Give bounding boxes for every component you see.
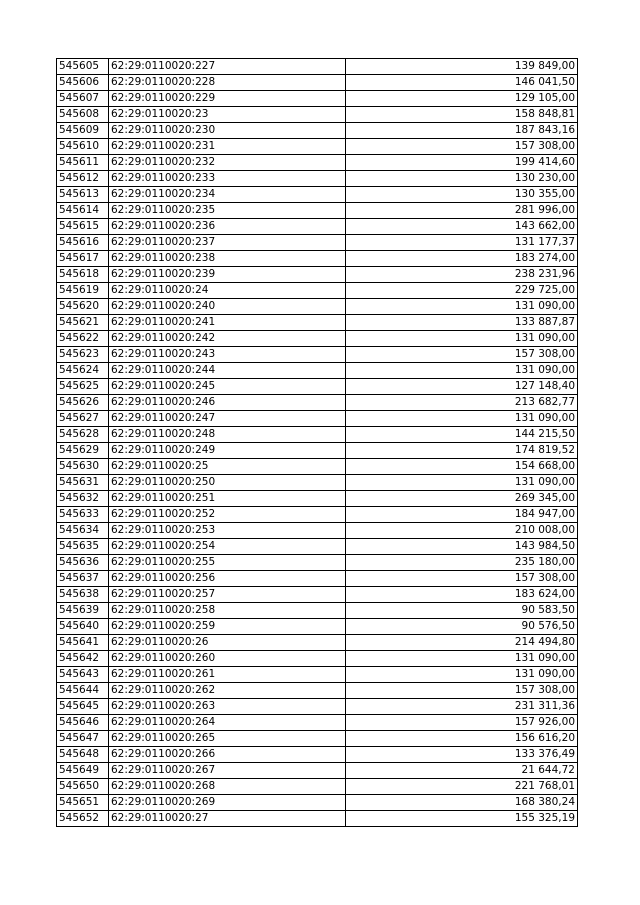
cadastral-number-cell: 62:29:0110020:239 — [109, 267, 346, 283]
cadastral-value-cell: 131 090,00 — [346, 331, 578, 347]
cadastral-value-cell: 127 148,40 — [346, 379, 578, 395]
table-row — [57, 91, 578, 107]
row-id-cell: 545642 — [57, 651, 109, 667]
cadastral-number-cell: 62:29:0110020:256 — [109, 571, 346, 587]
cadastral-value-cell: 131 090,00 — [346, 651, 578, 667]
row-id-cell: 545629 — [57, 443, 109, 459]
table-row — [57, 75, 578, 91]
table-row — [57, 187, 578, 203]
cadastral-value-cell: 221 768,01 — [346, 779, 578, 795]
cadastral-number-cell: 62:29:0110020:227 — [109, 59, 346, 75]
cadastral-value-cell: 154 668,00 — [346, 459, 578, 475]
row-id-cell: 545606 — [57, 75, 109, 91]
cadastral-value-cell: 157 308,00 — [346, 571, 578, 587]
cadastral-value-cell: 21 644,72 — [346, 763, 578, 779]
cadastral-value-cell: 90 583,50 — [346, 603, 578, 619]
table-row — [57, 347, 578, 363]
cadastral-value-cell: 269 345,00 — [346, 491, 578, 507]
row-id-cell: 545643 — [57, 667, 109, 683]
cadastral-number-cell: 62:29:0110020:243 — [109, 347, 346, 363]
row-id-cell: 545636 — [57, 555, 109, 571]
table-row — [57, 251, 578, 267]
cadastral-number-cell: 62:29:0110020:26 — [109, 635, 346, 651]
cadastral-number-cell: 62:29:0110020:237 — [109, 235, 346, 251]
cadastral-value-cell: 157 308,00 — [346, 347, 578, 363]
cadastral-value-table — [56, 58, 578, 827]
table-row — [57, 683, 578, 699]
cadastral-value-cell: 229 725,00 — [346, 283, 578, 299]
cadastral-number-cell: 62:29:0110020:265 — [109, 731, 346, 747]
cadastral-value-cell: 187 843,16 — [346, 123, 578, 139]
row-id-cell: 545625 — [57, 379, 109, 395]
cadastral-number-cell: 62:29:0110020:242 — [109, 331, 346, 347]
cadastral-value-cell: 231 311,36 — [346, 699, 578, 715]
row-id-cell: 545607 — [57, 91, 109, 107]
row-id-cell: 545627 — [57, 411, 109, 427]
table-row — [57, 667, 578, 683]
table-row — [57, 411, 578, 427]
cadastral-value-cell: 131 090,00 — [346, 411, 578, 427]
table-row — [57, 747, 578, 763]
table-row — [57, 331, 578, 347]
cadastral-number-cell: 62:29:0110020:27 — [109, 811, 346, 827]
table-row — [57, 139, 578, 155]
row-id-cell: 545639 — [57, 603, 109, 619]
cadastral-number-cell: 62:29:0110020:23 — [109, 107, 346, 123]
cadastral-value-cell: 210 008,00 — [346, 523, 578, 539]
cadastral-number-cell: 62:29:0110020:250 — [109, 475, 346, 491]
cadastral-number-cell: 62:29:0110020:260 — [109, 651, 346, 667]
cadastral-number-cell: 62:29:0110020:238 — [109, 251, 346, 267]
cadastral-number-cell: 62:29:0110020:229 — [109, 91, 346, 107]
table-row — [57, 699, 578, 715]
row-id-cell: 545631 — [57, 475, 109, 491]
row-id-cell: 545610 — [57, 139, 109, 155]
cadastral-value-cell: 133 376,49 — [346, 747, 578, 763]
table-row — [57, 219, 578, 235]
cadastral-number-cell: 62:29:0110020:251 — [109, 491, 346, 507]
row-id-cell: 545638 — [57, 587, 109, 603]
cadastral-value-cell: 157 308,00 — [346, 139, 578, 155]
cadastral-value-cell: 183 274,00 — [346, 251, 578, 267]
cadastral-value-cell: 155 325,19 — [346, 811, 578, 827]
cadastral-value-cell: 157 926,00 — [346, 715, 578, 731]
cadastral-number-cell: 62:29:0110020:261 — [109, 667, 346, 683]
row-id-cell: 545619 — [57, 283, 109, 299]
table-row — [57, 603, 578, 619]
table-row — [57, 635, 578, 651]
cadastral-number-cell: 62:29:0110020:249 — [109, 443, 346, 459]
row-id-cell: 545612 — [57, 171, 109, 187]
row-id-cell: 545640 — [57, 619, 109, 635]
cadastral-value-cell: 174 819,52 — [346, 443, 578, 459]
cadastral-value-cell: 168 380,24 — [346, 795, 578, 811]
row-id-cell: 545622 — [57, 331, 109, 347]
cadastral-value-cell: 183 624,00 — [346, 587, 578, 603]
cadastral-value-cell: 199 414,60 — [346, 155, 578, 171]
cadastral-value-cell: 156 616,20 — [346, 731, 578, 747]
table-row — [57, 299, 578, 315]
cadastral-number-cell: 62:29:0110020:234 — [109, 187, 346, 203]
table-row — [57, 107, 578, 123]
cadastral-value-cell: 214 494,80 — [346, 635, 578, 651]
cadastral-number-cell: 62:29:0110020:269 — [109, 795, 346, 811]
row-id-cell: 545628 — [57, 427, 109, 443]
table-body — [57, 59, 578, 827]
table-row — [57, 731, 578, 747]
cadastral-value-cell: 235 180,00 — [346, 555, 578, 571]
row-id-cell: 545609 — [57, 123, 109, 139]
row-id-cell: 545644 — [57, 683, 109, 699]
row-id-cell: 545637 — [57, 571, 109, 587]
cadastral-number-cell: 62:29:0110020:254 — [109, 539, 346, 555]
row-id-cell: 545617 — [57, 251, 109, 267]
cadastral-value-cell: 157 308,00 — [346, 683, 578, 699]
cadastral-number-cell: 62:29:0110020:262 — [109, 683, 346, 699]
row-id-cell: 545624 — [57, 363, 109, 379]
cadastral-value-cell: 144 215,50 — [346, 427, 578, 443]
cadastral-number-cell: 62:29:0110020:252 — [109, 507, 346, 523]
cadastral-value-cell: 130 230,00 — [346, 171, 578, 187]
table-row — [57, 475, 578, 491]
row-id-cell: 545634 — [57, 523, 109, 539]
table-row — [57, 459, 578, 475]
table-row — [57, 795, 578, 811]
cadastral-number-cell: 62:29:0110020:232 — [109, 155, 346, 171]
cadastral-number-cell: 62:29:0110020:25 — [109, 459, 346, 475]
row-id-cell: 545616 — [57, 235, 109, 251]
cadastral-number-cell: 62:29:0110020:263 — [109, 699, 346, 715]
table-row — [57, 651, 578, 667]
row-id-cell: 545623 — [57, 347, 109, 363]
table-row — [57, 507, 578, 523]
cadastral-number-cell: 62:29:0110020:241 — [109, 315, 346, 331]
cadastral-value-cell: 131 177,37 — [346, 235, 578, 251]
cadastral-number-cell: 62:29:0110020:255 — [109, 555, 346, 571]
cadastral-value-cell: 281 996,00 — [346, 203, 578, 219]
row-id-cell: 545646 — [57, 715, 109, 731]
table-row — [57, 587, 578, 603]
table-row — [57, 155, 578, 171]
table-row — [57, 379, 578, 395]
cadastral-value-cell: 90 576,50 — [346, 619, 578, 635]
cadastral-value-cell: 131 090,00 — [346, 667, 578, 683]
cadastral-number-cell: 62:29:0110020:248 — [109, 427, 346, 443]
cadastral-value-cell: 143 984,50 — [346, 539, 578, 555]
row-id-cell: 545605 — [57, 59, 109, 75]
cadastral-number-cell: 62:29:0110020:267 — [109, 763, 346, 779]
row-id-cell: 545641 — [57, 635, 109, 651]
cadastral-number-cell: 62:29:0110020:230 — [109, 123, 346, 139]
table-row — [57, 315, 578, 331]
cadastral-value-cell: 133 887,87 — [346, 315, 578, 331]
table-row — [57, 59, 578, 75]
table-row — [57, 763, 578, 779]
row-id-cell: 545648 — [57, 747, 109, 763]
row-id-cell: 545626 — [57, 395, 109, 411]
row-id-cell: 545614 — [57, 203, 109, 219]
cadastral-value-cell: 158 848,81 — [346, 107, 578, 123]
cadastral-number-cell: 62:29:0110020:264 — [109, 715, 346, 731]
row-id-cell: 545635 — [57, 539, 109, 555]
row-id-cell: 545645 — [57, 699, 109, 715]
table-row — [57, 171, 578, 187]
cadastral-number-cell: 62:29:0110020:244 — [109, 363, 346, 379]
row-id-cell: 545633 — [57, 507, 109, 523]
cadastral-number-cell: 62:29:0110020:236 — [109, 219, 346, 235]
cadastral-value-cell: 184 947,00 — [346, 507, 578, 523]
row-id-cell: 545650 — [57, 779, 109, 795]
cadastral-value-cell: 238 231,96 — [346, 267, 578, 283]
row-id-cell: 545630 — [57, 459, 109, 475]
table-row — [57, 427, 578, 443]
table-row — [57, 267, 578, 283]
table-row — [57, 203, 578, 219]
row-id-cell: 545649 — [57, 763, 109, 779]
row-id-cell: 545651 — [57, 795, 109, 811]
table-row — [57, 395, 578, 411]
row-id-cell: 545621 — [57, 315, 109, 331]
cadastral-number-cell: 62:29:0110020:228 — [109, 75, 346, 91]
cadastral-value-cell: 139 849,00 — [346, 59, 578, 75]
row-id-cell: 545632 — [57, 491, 109, 507]
cadastral-number-cell: 62:29:0110020:246 — [109, 395, 346, 411]
cadastral-number-cell: 62:29:0110020:257 — [109, 587, 346, 603]
cadastral-number-cell: 62:29:0110020:240 — [109, 299, 346, 315]
table-row — [57, 571, 578, 587]
row-id-cell: 545618 — [57, 267, 109, 283]
cadastral-value-cell: 131 090,00 — [346, 299, 578, 315]
cadastral-number-cell: 62:29:0110020:266 — [109, 747, 346, 763]
cadastral-number-cell: 62:29:0110020:253 — [109, 523, 346, 539]
cadastral-number-cell: 62:29:0110020:247 — [109, 411, 346, 427]
table-row — [57, 555, 578, 571]
table-row — [57, 779, 578, 795]
cadastral-number-cell: 62:29:0110020:259 — [109, 619, 346, 635]
cadastral-number-cell: 62:29:0110020:268 — [109, 779, 346, 795]
row-id-cell: 545652 — [57, 811, 109, 827]
cadastral-number-cell: 62:29:0110020:258 — [109, 603, 346, 619]
table-row — [57, 491, 578, 507]
row-id-cell: 545613 — [57, 187, 109, 203]
cadastral-number-cell: 62:29:0110020:235 — [109, 203, 346, 219]
table-row — [57, 235, 578, 251]
cadastral-value-cell: 213 682,77 — [346, 395, 578, 411]
table-row — [57, 715, 578, 731]
cadastral-value-cell: 131 090,00 — [346, 363, 578, 379]
table-row — [57, 443, 578, 459]
cadastral-value-cell: 129 105,00 — [346, 91, 578, 107]
cadastral-number-cell: 62:29:0110020:24 — [109, 283, 346, 299]
row-id-cell: 545611 — [57, 155, 109, 171]
cadastral-value-cell: 146 041,50 — [346, 75, 578, 91]
row-id-cell: 545615 — [57, 219, 109, 235]
table-row — [57, 619, 578, 635]
table-row — [57, 811, 578, 827]
cadastral-value-cell: 130 355,00 — [346, 187, 578, 203]
table-row — [57, 523, 578, 539]
table-row — [57, 123, 578, 139]
table-row — [57, 283, 578, 299]
cadastral-number-cell: 62:29:0110020:231 — [109, 139, 346, 155]
cadastral-value-cell: 131 090,00 — [346, 475, 578, 491]
table-row — [57, 539, 578, 555]
cadastral-value-cell: 143 662,00 — [346, 219, 578, 235]
cadastral-number-cell: 62:29:0110020:245 — [109, 379, 346, 395]
cadastral-number-cell: 62:29:0110020:233 — [109, 171, 346, 187]
row-id-cell: 545608 — [57, 107, 109, 123]
row-id-cell: 545647 — [57, 731, 109, 747]
table-row — [57, 363, 578, 379]
row-id-cell: 545620 — [57, 299, 109, 315]
